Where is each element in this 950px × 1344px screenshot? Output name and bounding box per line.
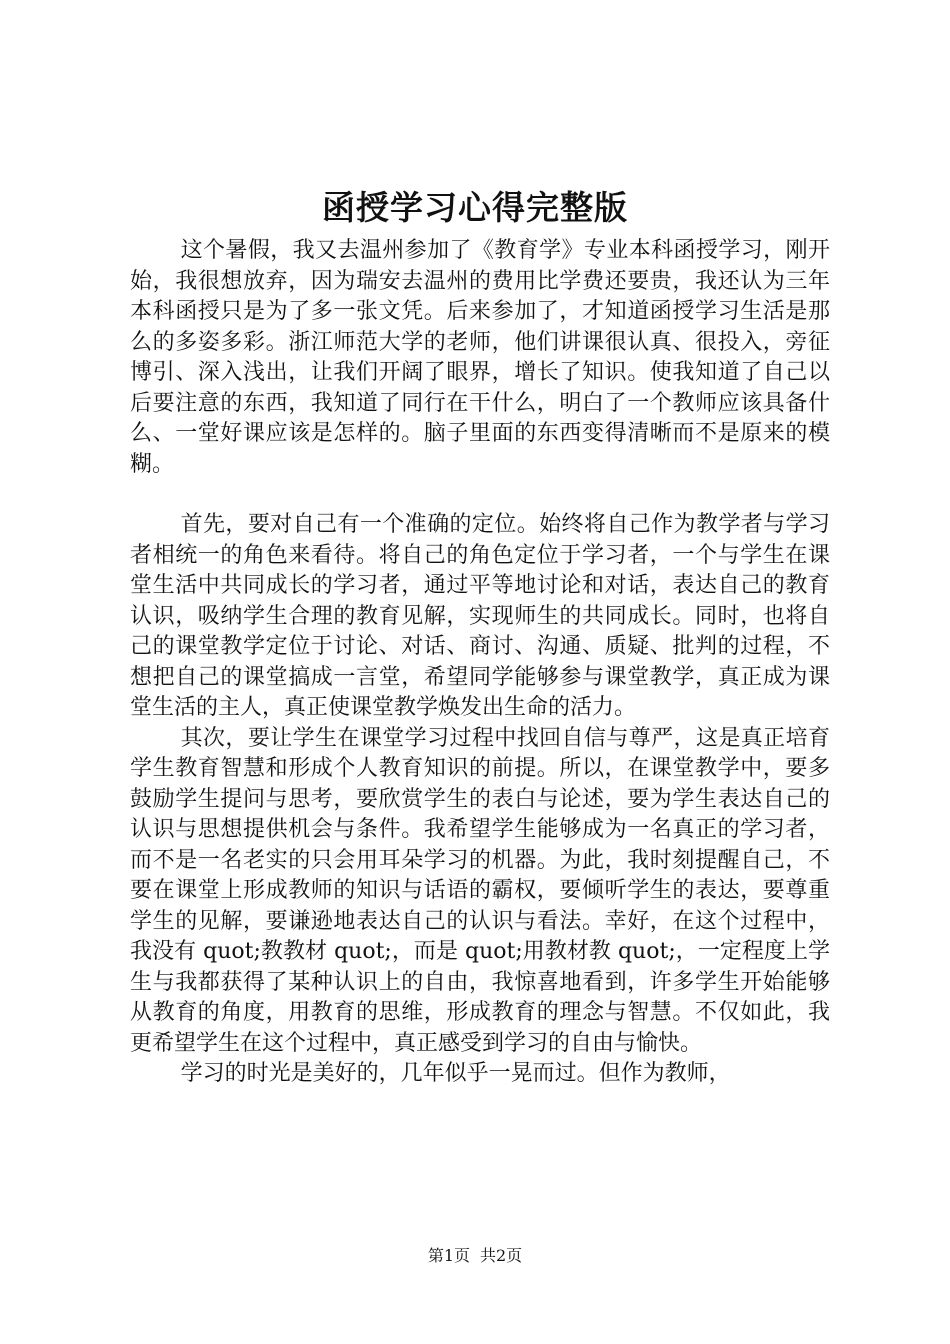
document-body	[130, 236, 830, 1090]
page-footer	[0, 1245, 950, 1267]
document-title: 函授学习心得完整版	[322, 188, 628, 227]
page-total: 共2页	[480, 1246, 523, 1265]
paragraph: 首先，要对自己有一个准确的定位。始终将自己作为教学者与学习者相统一的角色来看待。将自己的角色定位于学习者，一个与学生在课堂生活中共同成长的学习者，通过平等地讨论和对话，表达自己的教育认识，吸纳学生合理的教育见解，实现师生的共同成长。同时，也将自己的课堂教学定位于讨论、对话、商讨、沟通、质疑、批判的过程，不想把自己的课堂搞成一言堂，希望同学能够参与课堂教学，真正成为课堂生活的主人，真正使课堂教学焕发出生命的活力。	[130, 512, 830, 720]
page-number: 第1页	[427, 1246, 470, 1265]
paragraph: 学习的时光是美好的，几年似乎一晃而过。但作为教师，	[180, 1061, 731, 1086]
paragraph: 这个暑假，我又去温州参加了《教育学》专业本科函授学习，刚开始，我很想放弃，因为瑞安去温州的费用比学费还要贵，我还认为三年本科函授只是为了多一张文凭。后来参加了，才知道函授学习生活是那么的多姿多彩。浙江师范大学的老师，他们讲课很认真、很投入，旁征博引、深入浅出，让我们开阔了眼界，增长了知识。使我知道了自己以后要注意的东西，我知道了同行在干什么，明白了一个教师应该具备什么、一堂好课应该是怎样的。脑子里面的东西变得清晰而不是原来的模糊。	[130, 238, 830, 477]
paragraph: 其次，要让学生在课堂学习过程中找回自信与尊严，这是真正培育学生教育智慧和形成个人教育知识的前提。所以，在课堂教学中，要多鼓励学生提问与思考，要欣赏学生的表白与论述，要为学生表达自己的认识与思想提供机会与条件。我希望学生能够成为一名真正的学习者，而不是一名老实的只会用耳朵学习的机器。为此，我时刻提醒自己，不要在课堂上形成教师的知识与话语的霸权，要倾听学生的表达，要尊重学生的见解，要谦逊地表达自己的认识与看法。幸好，在这个过程中，我没有 quot;教教材 quot;，而是 quot;用教材教 quot;，一定程度上学生与我都获得了某种认识上的自由，我惊喜地看到，许多学生开始能够从教育的角度，用教育的思维，形成教育的理念与智慧。不仅如此，我更希望学生在这个过程中，真正感受到学习的自由与愉快。	[130, 725, 830, 1056]
